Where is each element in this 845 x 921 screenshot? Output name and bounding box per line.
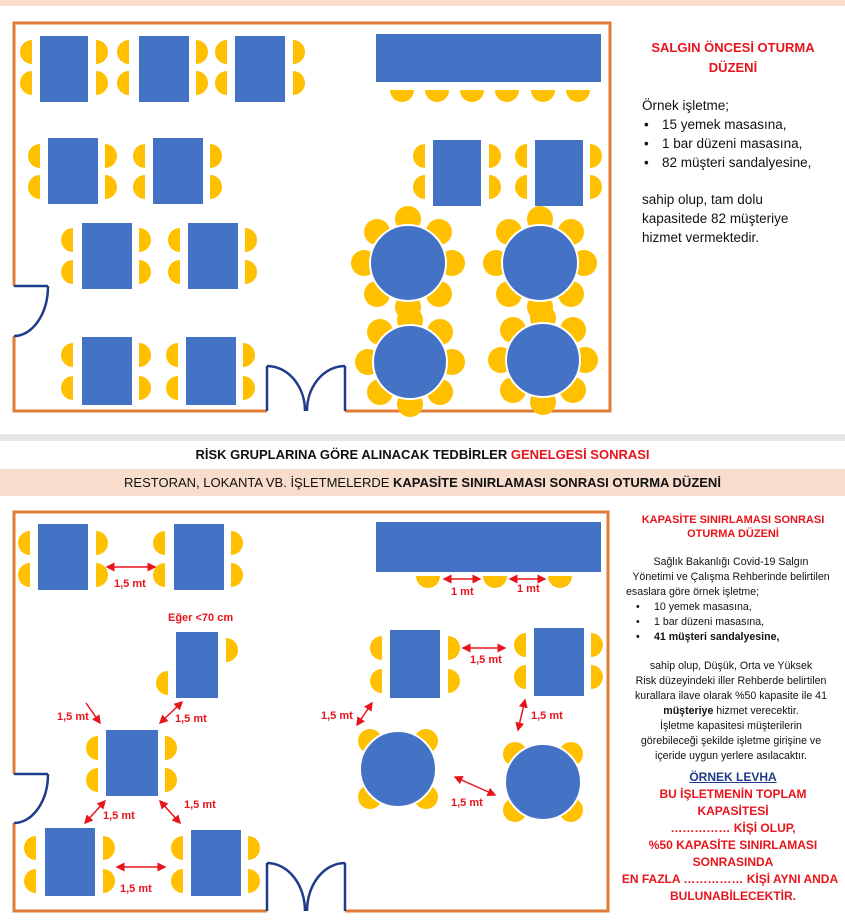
entrance-door-icon bbox=[267, 366, 345, 411]
paragraph-line: İşletme kapasitesi müşterilerin bbox=[660, 720, 802, 732]
title-line: SALGIN ÖNCESİ OTURMA bbox=[651, 40, 815, 55]
paragraph-line: içeride uygun yerlere asılacaktır. bbox=[655, 750, 807, 762]
distance-label: 1,5 mt bbox=[451, 797, 483, 809]
paragraph-line bbox=[618, 704, 844, 719]
paragraph-line: görebileceği şekilde işletme girişine ve bbox=[640, 735, 822, 747]
dining-table bbox=[390, 630, 440, 698]
table-group-row3 bbox=[61, 223, 257, 289]
sign-line: BU İŞLETMENİN TOPLAM bbox=[659, 787, 807, 801]
floor-plan-after bbox=[0, 505, 620, 917]
paragraph-rest: hizmet verecektir. bbox=[713, 705, 799, 717]
dining-table bbox=[153, 138, 203, 204]
dining-table bbox=[534, 628, 584, 696]
distance-label: 1,5 mt bbox=[531, 710, 563, 722]
entrance-door-icon bbox=[267, 863, 345, 911]
dining-table bbox=[40, 36, 88, 102]
bold-word: müşteriye bbox=[663, 705, 714, 717]
side-door-icon bbox=[14, 286, 48, 336]
round-table-group bbox=[358, 729, 438, 809]
title-line: KAPASİTE SINIRLAMASI SONRASI bbox=[641, 514, 825, 526]
outro-text: sahip olup, tam dolu bbox=[642, 192, 763, 207]
outro-text: hizmet vermektedir. bbox=[642, 230, 760, 245]
dining-table bbox=[82, 223, 132, 289]
dining-table bbox=[176, 632, 218, 698]
paragraph-line: Risk düzeyindeki iller Rehberde belirtilen bbox=[635, 675, 827, 687]
dining-table bbox=[235, 36, 285, 102]
round-table bbox=[370, 225, 446, 301]
distance-arrow bbox=[357, 703, 372, 725]
distance-arrow bbox=[160, 801, 180, 823]
sign-line: …………… KİŞİ OLUP, bbox=[670, 821, 796, 835]
dining-table bbox=[174, 524, 224, 590]
round-table bbox=[373, 325, 447, 399]
distance-label: 1,5 mt bbox=[184, 799, 216, 811]
round-tables bbox=[351, 206, 598, 417]
capacity-list bbox=[642, 115, 842, 172]
distance-label: 1,5 mt bbox=[103, 810, 135, 822]
distance-label: 1,5 mt bbox=[120, 883, 152, 895]
intro-text: Örnek işletme; bbox=[642, 98, 730, 113]
heading-part-bold: KAPASİTE SINIRLAMASI SONRASI OTURMA DÜZENİ bbox=[393, 475, 721, 490]
distance-arrow bbox=[85, 801, 105, 823]
dining-table bbox=[45, 828, 95, 896]
title-line: OTURMA DÜZENİ bbox=[687, 528, 779, 540]
heading-part: RESTORAN, LOKANTA VB. İŞLETMELERDE bbox=[124, 475, 394, 490]
list-item: • 1 bar düzeni masasına, bbox=[662, 134, 842, 153]
heading-genelge bbox=[0, 447, 845, 462]
outro-text: kapasitede 82 müşteriye bbox=[642, 211, 789, 226]
dining-table bbox=[535, 140, 583, 206]
before-panel-text bbox=[642, 96, 842, 247]
table-group-row1 bbox=[20, 36, 305, 102]
table-group-row4 bbox=[61, 337, 255, 405]
floor-plan-before bbox=[0, 0, 620, 420]
distance-label: 1,5 mt bbox=[321, 710, 353, 722]
dining-table bbox=[48, 138, 98, 204]
paragraph-line: Yönetimi ve Çalışma Rehberinde belirtilen bbox=[632, 571, 830, 583]
dining-table bbox=[106, 730, 158, 796]
paragraph-line: Sağlık Bakanlığı Covid-19 Salgın bbox=[653, 556, 809, 568]
distance-arrow bbox=[455, 777, 495, 795]
heading-part: RİSK GRUPLARINA GÖRE ALINACAK TEDBİRLER bbox=[195, 447, 511, 462]
title-line: DÜZENİ bbox=[708, 60, 758, 75]
dining-table bbox=[38, 524, 88, 590]
round-table-group bbox=[503, 742, 583, 822]
round-table bbox=[360, 731, 436, 807]
note-label: Eğer <70 cm bbox=[168, 612, 234, 624]
list-item: • 41 müşteri sandalyesine, bbox=[654, 630, 844, 645]
round-table bbox=[505, 744, 581, 820]
distance-arrow bbox=[518, 700, 525, 730]
paragraph-line: sahip olup, Düşük, Orta ve Yüksek bbox=[649, 660, 813, 672]
table-group-row2 bbox=[28, 138, 602, 206]
sign-title: ÖRNEK LEVHA bbox=[689, 770, 777, 784]
list-item: • 10 yemek masasına, bbox=[654, 600, 844, 615]
dining-table bbox=[139, 36, 189, 102]
paragraph-line: esaslara göre örnek işletme; bbox=[626, 586, 760, 598]
list-item: • 1 bar düzeni masasına, bbox=[654, 615, 844, 630]
after-panel-title bbox=[622, 513, 844, 541]
heading-part-red: GENELGESİ SONRASI bbox=[510, 447, 650, 462]
sign-line: EN FAZLA …………… KİŞİ AYNI ANDA bbox=[621, 872, 839, 886]
distance-label: 1 mt bbox=[451, 586, 474, 598]
distance-label: 1 mt bbox=[517, 583, 540, 595]
list-item: • 82 müşteri sandalyesine, bbox=[662, 153, 842, 172]
distance-label: 1,5 mt bbox=[57, 711, 89, 723]
bar-counter bbox=[376, 522, 601, 572]
dining-table bbox=[433, 140, 481, 206]
dining-table bbox=[186, 337, 236, 405]
capacity-list bbox=[618, 600, 844, 645]
dining-table bbox=[82, 337, 132, 405]
sign-line: SONRASINDA bbox=[692, 855, 774, 869]
round-table bbox=[502, 225, 578, 301]
sign-line: BULUNABİLECEKTİR. bbox=[670, 889, 796, 903]
before-panel-title bbox=[628, 38, 838, 78]
sign-line: %50 KAPASİTE SINIRLAMASI bbox=[648, 838, 818, 852]
bar-counter bbox=[376, 34, 601, 82]
bar-stools bbox=[390, 90, 590, 102]
distance-label: 1,5 mt bbox=[114, 578, 146, 590]
dining-table bbox=[188, 223, 238, 289]
sample-sign bbox=[622, 769, 844, 905]
paragraph-line: kurallara ilave olarak %50 kapasite ile 41 bbox=[635, 690, 827, 702]
side-door-icon bbox=[14, 774, 48, 823]
round-table bbox=[506, 323, 580, 397]
list-item: • 15 yemek masasına, bbox=[662, 115, 842, 134]
distance-label: 1,5 mt bbox=[175, 713, 207, 725]
after-panel-text bbox=[618, 555, 844, 764]
dining-table bbox=[191, 830, 241, 896]
separator bbox=[0, 434, 845, 441]
heading-kapasite bbox=[0, 475, 845, 490]
sign-line: KAPASİTESİ bbox=[697, 804, 769, 818]
distance-label: 1,5 mt bbox=[470, 654, 502, 666]
